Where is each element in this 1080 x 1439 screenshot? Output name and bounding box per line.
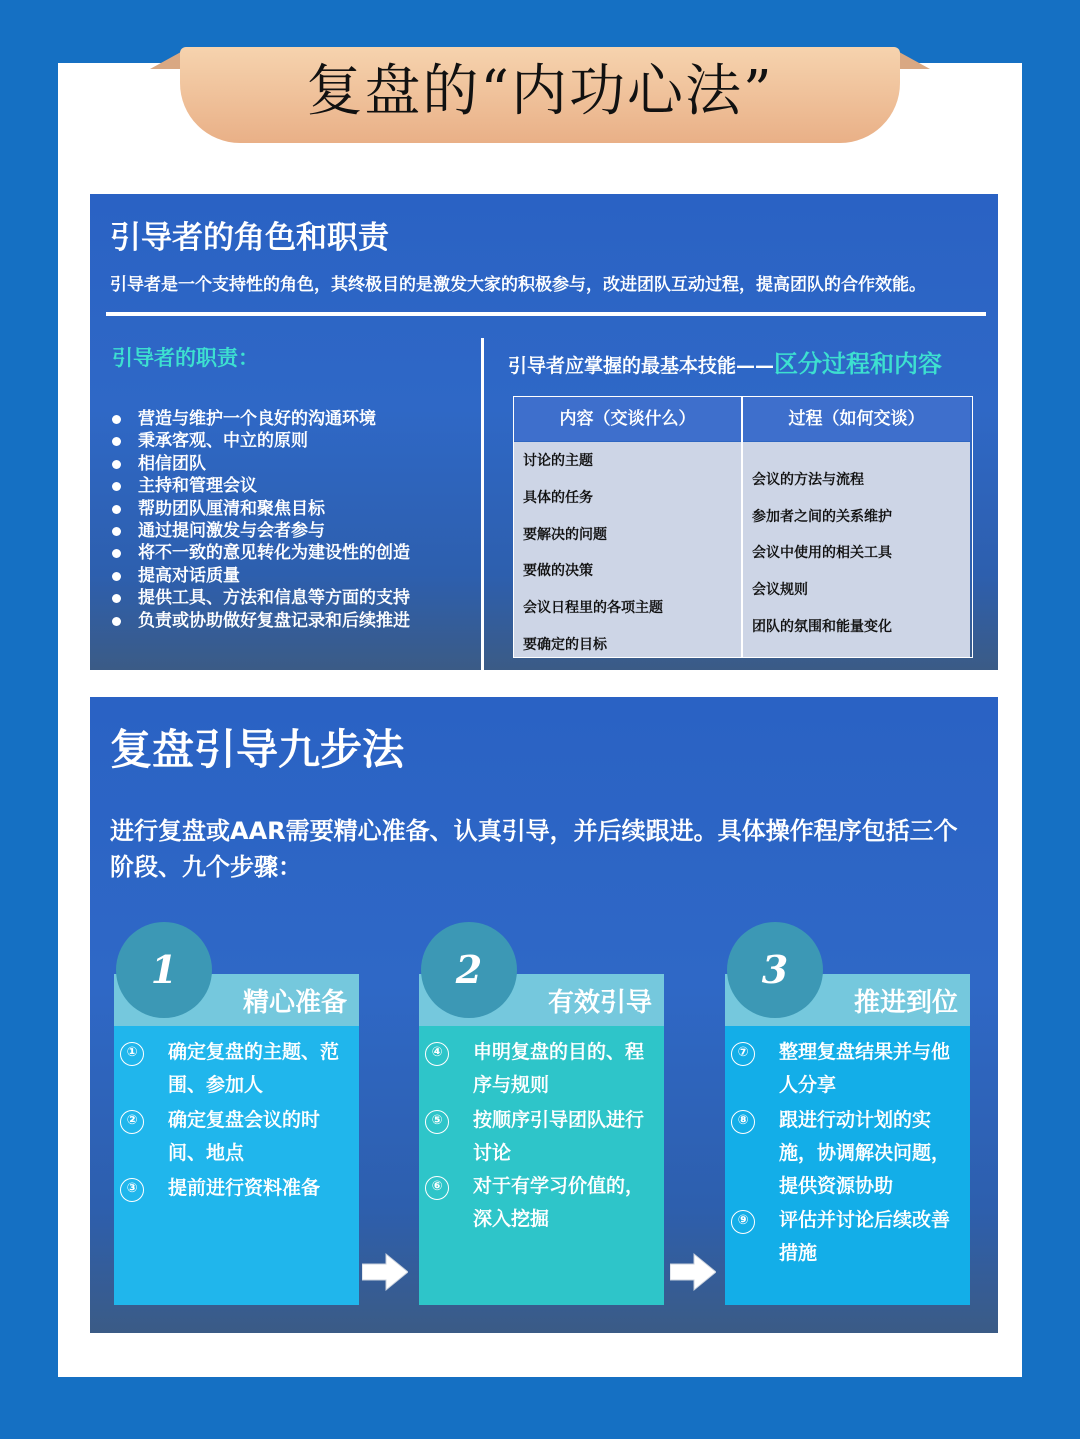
duty-item: 帮助团队厘清和聚焦目标 [110, 498, 410, 520]
step-number: ② [120, 1110, 144, 1134]
content-process-table [513, 396, 973, 658]
step-number: ④ [425, 1042, 449, 1066]
duty-item: 负责或协助做好复盘记录和后续推进 [110, 610, 410, 632]
step-number: ⑤ [425, 1110, 449, 1134]
duty-item: 通过提问激发与会者参与 [110, 520, 410, 542]
panel-heading: 复盘引导九步法 [110, 725, 405, 774]
stage-body [419, 1026, 664, 1305]
duties-heading: 引导者的职责： [112, 346, 259, 370]
panel-intro: 进行复盘或AAR需要精心准备、认真引导，并后续跟进。具体操作程序包括三个阶段、九个步骤： [110, 817, 958, 881]
stage-name: 精心准备 [242, 988, 347, 1018]
table-cell: 要做的决策 [523, 563, 593, 579]
vertical-divider [481, 338, 484, 670]
step-number: ③ [120, 1178, 144, 1202]
stage-number-badge: 3 [727, 922, 823, 1018]
table-cell: 参加者之间的关系维护 [752, 509, 892, 525]
table-column-process [743, 442, 970, 657]
table-cell: 具体的任务 [523, 490, 593, 506]
divider [106, 312, 986, 316]
facilitator-role-panel [90, 194, 998, 670]
page-title: 复盘的“内功心法” [180, 47, 900, 143]
duty-item: 主持和管理会议 [110, 475, 410, 497]
table-cell: 团队的氛围和能量变化 [752, 619, 892, 635]
skills-heading [508, 344, 942, 379]
table-header-content: 内容（交谈什么） [514, 397, 741, 441]
nine-step-panel [90, 697, 998, 1333]
table-column-content [514, 442, 741, 657]
table-cell: 会议日程里的各项主题 [523, 600, 663, 616]
duty-item: 营造与维护一个良好的沟通环境 [110, 408, 410, 430]
stage-card-1 [114, 947, 359, 1305]
stage-card-2 [419, 947, 664, 1305]
step-text: 按顺序引导团队进行讨论 [473, 1109, 645, 1164]
stage-body [114, 1026, 359, 1305]
stage-name: 推进到位 [853, 988, 958, 1018]
skills-prefix: 引导者应掌握的最基本技能—— [508, 355, 775, 377]
step-text: 提前进行资料准备 [168, 1177, 321, 1199]
step-text: 对于有学习价值的，深入挖掘 [473, 1175, 645, 1230]
step-text: 整理复盘结果并与他人分享 [779, 1041, 951, 1096]
stage-number-badge: 1 [116, 922, 212, 1018]
step-text: 跟进行动计划的实施，协调解决问题，提供资源协助 [779, 1109, 951, 1197]
duty-item: 相信团队 [110, 453, 410, 475]
skills-emphasis: 区分过程和内容 [774, 350, 943, 378]
step-text: 申明复盘的目的、程序与规则 [473, 1041, 645, 1096]
step-number: ⑦ [731, 1042, 755, 1066]
step-number: ⑨ [731, 1210, 755, 1234]
step-number: ⑥ [425, 1176, 449, 1200]
step-number: ⑧ [731, 1110, 755, 1134]
step-text: 评估并讨论后续改善措施 [779, 1209, 951, 1264]
table-cell: 会议中使用的相关工具 [752, 545, 892, 561]
panel-intro: 引导者是一个支持性的角色，其终极目的是激发大家的积极参与，改进团队互动过程，提高团队的合作效能。 [110, 275, 926, 295]
table-cell: 要解决的问题 [523, 527, 607, 543]
duty-item: 将不一致的意见转化为建设性的创造 [110, 542, 410, 564]
table-cell: 讨论的主题 [523, 453, 593, 469]
step-text: 确定复盘会议的时间、地点 [168, 1109, 321, 1164]
stage-card-3 [725, 947, 970, 1305]
arrow-right-icon [670, 1252, 716, 1292]
duty-item: 秉承客观、中立的原则 [110, 430, 410, 452]
table-cell: 会议规则 [752, 582, 808, 598]
table-header-process: 过程（如何交谈） [743, 397, 970, 441]
table-cell: 要确定的目标 [523, 637, 607, 653]
stage-number-badge: 2 [421, 922, 517, 1018]
panel-heading: 引导者的角色和职责 [110, 220, 389, 256]
step-text: 确定复盘的主题、范围、参加人 [168, 1041, 340, 1096]
duty-item: 提高对话质量 [110, 565, 410, 587]
step-number: ① [120, 1042, 144, 1066]
arrow-right-icon [362, 1252, 408, 1292]
duties-list [110, 408, 410, 632]
stage-name: 有效引导 [547, 988, 652, 1018]
stage-body [725, 1026, 970, 1305]
duty-item: 提供工具、方法和信息等方面的支持 [110, 587, 410, 609]
table-cell: 会议的方法与流程 [752, 472, 864, 488]
